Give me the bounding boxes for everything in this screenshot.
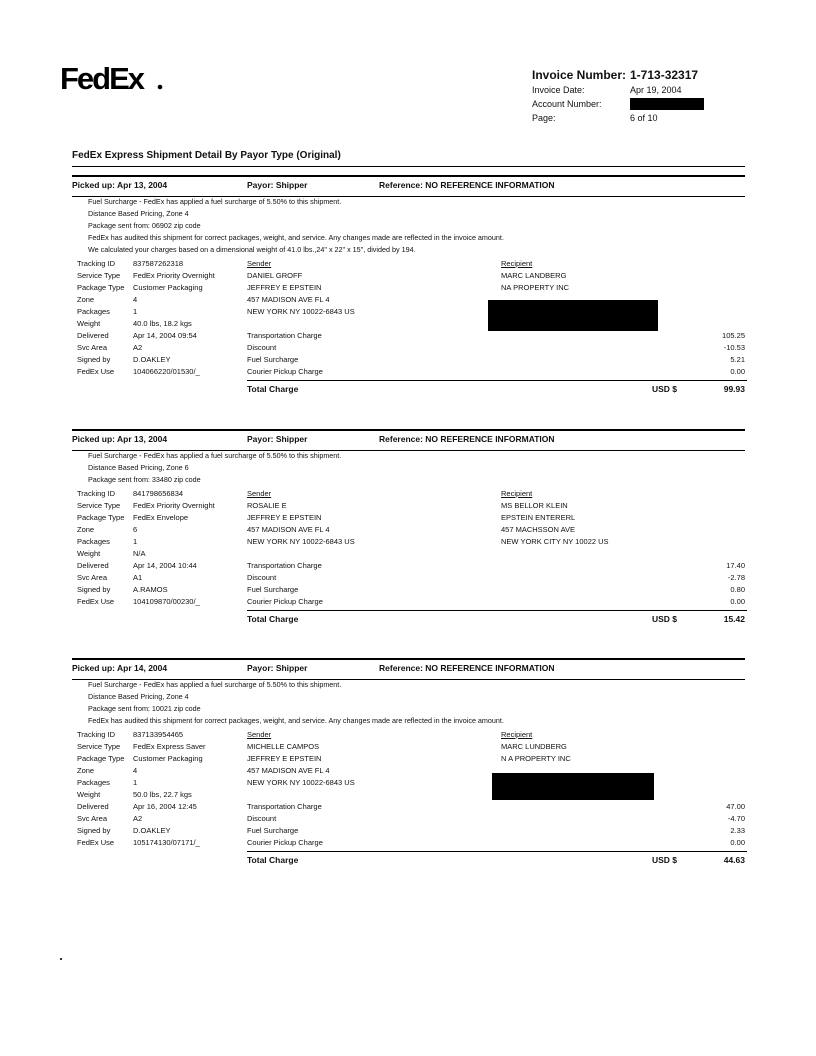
detail-value: 841798656834 <box>133 489 184 498</box>
sender-line: ROSALIE E <box>247 501 287 510</box>
detail-row-svc-area <box>77 572 247 584</box>
detail-label: Tracking ID <box>77 730 116 739</box>
shipment-header <box>72 434 747 448</box>
section-divider <box>72 429 745 431</box>
detail-row-zone <box>77 294 247 306</box>
charge-label: Courier Pickup Charge <box>247 838 323 847</box>
invoice-number-label: Invoice Number: <box>532 68 627 82</box>
shipment-note: Package sent from: 10021 zip code <box>88 704 201 713</box>
reference: Reference: NO REFERENCE INFORMATION <box>379 434 555 444</box>
shipment-note: Distance Based Pricing, Zone 4 <box>88 692 189 701</box>
total-row <box>247 614 747 628</box>
charge-row-transport <box>247 560 747 572</box>
document-title: FedEx Express Shipment Detail By Payor Type (Original) <box>72 150 341 161</box>
invoice-number: 1-713-32317 <box>630 68 699 82</box>
detail-row-tracking <box>77 258 247 270</box>
detail-row-svc-area <box>77 342 247 354</box>
charge-label: Fuel Surcharge <box>247 355 299 364</box>
detail-label: Package Type <box>77 754 125 763</box>
charge-row-courier <box>247 366 747 378</box>
recipient-line: 457 MACHSSON AVE <box>501 525 576 534</box>
detail-label: Weight <box>77 790 101 799</box>
reference: Reference: NO REFERENCE INFORMATION <box>379 663 555 673</box>
detail-label: Packages <box>77 307 110 316</box>
detail-label: Signed by <box>77 826 111 835</box>
detail-row-delivered <box>77 560 247 572</box>
detail-row-packages <box>77 306 247 318</box>
detail-value: FedEx Express Saver <box>133 742 206 751</box>
recipient-header: Recipient <box>501 489 533 498</box>
shipment-note: FedEx has audited this shipment for correct packages, weight, and service. Any changes made are reflected in the invoice amount. <box>88 716 504 725</box>
charge-row-discount <box>247 572 747 584</box>
sender-line: JEFFREY E EPSTEIN <box>247 754 322 763</box>
charge-amount: -10.53 <box>723 343 745 352</box>
detail-label: Delivered <box>77 802 109 811</box>
shipment-note: Fuel Surcharge - FedEx has applied a fuel surcharge of 5.50% to this shipment. <box>88 680 342 689</box>
reference: Reference: NO REFERENCE INFORMATION <box>379 180 555 190</box>
shipment-details <box>77 488 247 608</box>
detail-row-zone <box>77 524 247 536</box>
section-divider <box>72 658 745 660</box>
currency-label: USD $ <box>652 384 678 394</box>
detail-value: 1 <box>133 307 138 316</box>
recipient-line: N A PROPERTY INC <box>501 754 571 763</box>
svg-text:FedEx: FedEx <box>60 62 144 94</box>
recipient-header: Recipient <box>501 259 533 268</box>
recipient-line: NEW YORK CITY NY 10022 US <box>501 537 609 546</box>
total-label: Total Charge <box>247 614 299 624</box>
detail-row-fedex-use <box>77 837 247 849</box>
detail-row-weight <box>77 548 247 560</box>
detail-row-package <box>77 512 247 524</box>
recipient-redaction <box>488 300 658 331</box>
charge-amount: -2.78 <box>727 573 745 582</box>
detail-label: Svc Area <box>77 814 108 823</box>
detail-label: Svc Area <box>77 343 108 352</box>
detail-value: D.OAKLEY <box>133 826 171 835</box>
detail-row-signed <box>77 825 247 837</box>
detail-value: 104109870/00230/_ <box>133 597 200 606</box>
picked-up-date: Picked up: Apr 13, 2004 <box>72 434 168 444</box>
detail-value: Apr 14, 2004 09:54 <box>133 331 197 340</box>
shipment-notes <box>88 679 747 727</box>
detail-value: Customer Packaging <box>133 754 203 763</box>
sender-line: DANIEL GROFF <box>247 271 303 280</box>
sender-line: NEW YORK NY 10022-6843 US <box>247 537 355 546</box>
sender-line: MICHELLE CAMPOS <box>247 742 320 751</box>
charge-row-transport <box>247 801 747 813</box>
currency-label: USD $ <box>652 855 678 865</box>
recipient-header: Recipient <box>501 730 533 739</box>
shipment-section <box>72 434 747 624</box>
detail-label: Zone <box>77 766 95 775</box>
total-row <box>247 855 747 869</box>
detail-label: Weight <box>77 549 101 558</box>
detail-row-delivered <box>77 801 247 813</box>
shipment-header <box>72 663 747 677</box>
detail-row-delivered <box>77 330 247 342</box>
invoice-date: Apr 19, 2004 <box>630 85 682 95</box>
detail-label: Signed by <box>77 355 111 364</box>
detail-value: 105174130/07171/_ <box>133 838 200 847</box>
detail-value: Apr 16, 2004 12:45 <box>133 802 197 811</box>
shipment-header <box>72 180 747 194</box>
charge-label: Discount <box>247 573 277 582</box>
shipment-section <box>72 180 747 394</box>
charge-label: Transportation Charge <box>247 331 322 340</box>
detail-row-tracking <box>77 488 247 500</box>
detail-row-zone <box>77 765 247 777</box>
charge-row-transport <box>247 330 747 342</box>
sender-line: 457 MADISON AVE FL 4 <box>247 766 330 775</box>
charge-row-courier <box>247 596 747 608</box>
section-divider <box>72 175 745 177</box>
detail-label: Package Type <box>77 283 125 292</box>
detail-label: FedEx Use <box>77 838 115 847</box>
detail-row-package <box>77 753 247 765</box>
charge-amount: 105.25 <box>722 331 745 340</box>
shipment-note: FedEx has audited this shipment for correct packages, weight, and service. Any changes made are reflected in the invoice amount. <box>88 233 504 242</box>
detail-label: Svc Area <box>77 573 108 582</box>
payor: Payor: Shipper <box>247 434 308 444</box>
detail-value: 4 <box>133 295 138 304</box>
charge-label: Courier Pickup Charge <box>247 597 323 606</box>
total-divider <box>247 851 747 852</box>
shipment-note: Distance Based Pricing, Zone 4 <box>88 209 189 218</box>
detail-value: A2 <box>133 343 143 352</box>
total-amount: 44.63 <box>723 855 745 865</box>
charge-label: Courier Pickup Charge <box>247 367 323 376</box>
sender-line: 457 MADISON AVE FL 4 <box>247 525 330 534</box>
detail-label: Service Type <box>77 501 121 510</box>
page-number: 6 of 10 <box>630 113 658 123</box>
detail-value: 1 <box>133 778 138 787</box>
sender-header: Sender <box>247 730 272 739</box>
detail-row-tracking <box>77 729 247 741</box>
detail-value: 50.0 lbs, 22.7 kgs <box>133 790 192 799</box>
charge-row-discount <box>247 342 747 354</box>
detail-row-weight <box>77 318 247 330</box>
shipment-note: Package sent from: 06902 zip code <box>88 221 201 230</box>
detail-value: 837133954465 <box>133 730 184 739</box>
picked-up-date: Picked up: Apr 14, 2004 <box>72 663 168 673</box>
detail-value: FedEx Priority Overnight <box>133 501 215 510</box>
detail-value: 6 <box>133 525 138 534</box>
account-number-label: Account Number: <box>532 99 602 109</box>
total-divider <box>247 380 747 381</box>
shipment-note: Fuel Surcharge - FedEx has applied a fuel surcharge of 5.50% to this shipment. <box>88 197 342 206</box>
detail-value: 4 <box>133 766 138 775</box>
charge-amount: 0.80 <box>730 585 745 594</box>
shipment-note: Package sent from: 33480 zip code <box>88 475 201 484</box>
divider <box>72 166 745 167</box>
recipient-line: MARC LANDBERG <box>501 271 567 280</box>
detail-label: Service Type <box>77 271 121 280</box>
charge-row-fuel <box>247 354 747 366</box>
detail-row-fedex-use <box>77 596 247 608</box>
charge-row-discount <box>247 813 747 825</box>
detail-label: FedEx Use <box>77 597 115 606</box>
sender-line: NEW YORK NY 10022-6843 US <box>247 778 355 787</box>
detail-value: 1 <box>133 537 138 546</box>
payor: Payor: Shipper <box>247 663 308 673</box>
detail-value: D.OAKLEY <box>133 355 171 364</box>
charge-row-fuel <box>247 584 747 596</box>
detail-value: N/A <box>133 549 146 558</box>
charge-label: Transportation Charge <box>247 802 322 811</box>
detail-label: Tracking ID <box>77 489 116 498</box>
detail-value: 837587262318 <box>133 259 184 268</box>
recipient-line: NA PROPERTY INC <box>501 283 570 292</box>
shipment-section <box>72 663 747 865</box>
detail-value: Customer Packaging <box>133 283 203 292</box>
sender-header: Sender <box>247 259 272 268</box>
charge-amount: 17.40 <box>726 561 745 570</box>
charges-block <box>247 560 747 608</box>
charge-label: Discount <box>247 814 277 823</box>
shipment-details <box>77 729 247 849</box>
charge-label: Fuel Surcharge <box>247 826 299 835</box>
sender-header: Sender <box>247 489 272 498</box>
detail-row-service <box>77 741 247 753</box>
detail-value: FedEx Envelope <box>133 513 189 522</box>
detail-label: Weight <box>77 319 101 328</box>
recipient-redaction <box>492 773 654 800</box>
detail-value: 104066220/01530/_ <box>133 367 200 376</box>
detail-row-fedex-use <box>77 366 247 378</box>
sender-line: JEFFREY E EPSTEIN <box>247 513 322 522</box>
recipient-line: EPSTEIN ENTERERL <box>501 513 576 522</box>
detail-value: A.RAMOS <box>133 585 168 594</box>
total-amount: 15.42 <box>723 614 745 624</box>
total-amount: 99.93 <box>723 384 745 394</box>
detail-row-service <box>77 270 247 282</box>
detail-value: Apr 14, 2004 10:44 <box>133 561 197 570</box>
detail-row-signed <box>77 354 247 366</box>
detail-value: FedEx Priority Overnight <box>133 271 215 280</box>
detail-label: Zone <box>77 525 95 534</box>
charge-row-courier <box>247 837 747 849</box>
shipment-note: Fuel Surcharge - FedEx has applied a fuel surcharge of 5.50% to this shipment. <box>88 451 342 460</box>
currency-label: USD $ <box>652 614 678 624</box>
detail-value: A1 <box>133 573 143 582</box>
shipment-details <box>77 258 247 378</box>
recipient-line: MARC LUNDBERG <box>501 742 567 751</box>
charge-amount: 5.21 <box>730 355 745 364</box>
detail-label: Packages <box>77 537 110 546</box>
sender-block <box>247 729 487 789</box>
sender-line: NEW YORK NY 10022-6843 US <box>247 307 355 316</box>
total-row <box>247 384 747 398</box>
shipment-notes <box>88 196 747 256</box>
charge-row-fuel <box>247 825 747 837</box>
sender-block <box>247 258 487 318</box>
detail-label: Zone <box>77 295 95 304</box>
charge-amount: 0.00 <box>730 597 745 606</box>
detail-row-signed <box>77 584 247 596</box>
invoice-date-label: Invoice Date: <box>532 85 585 95</box>
detail-label: Service Type <box>77 742 121 751</box>
detail-label: Signed by <box>77 585 111 594</box>
recipient-line: MS BELLOR KLEIN <box>501 501 568 510</box>
detail-row-packages <box>77 536 247 548</box>
payor: Payor: Shipper <box>247 180 308 190</box>
detail-label: Package Type <box>77 513 125 522</box>
sender-block <box>247 488 487 548</box>
sender-line: 457 MADISON AVE FL 4 <box>247 295 330 304</box>
account-number-redaction <box>630 98 704 110</box>
detail-label: Delivered <box>77 331 109 340</box>
charge-label: Transportation Charge <box>247 561 322 570</box>
detail-value: 40.0 lbs, 18.2 kgs <box>133 319 192 328</box>
charges-block <box>247 330 747 378</box>
sender-line: JEFFREY E EPSTEIN <box>247 283 322 292</box>
charge-amount: 0.00 <box>730 367 745 376</box>
shipment-note: Distance Based Pricing, Zone 6 <box>88 463 189 472</box>
charge-label: Discount <box>247 343 277 352</box>
total-divider <box>247 610 747 611</box>
charge-amount: 2.33 <box>730 826 745 835</box>
shipment-notes <box>88 450 747 486</box>
detail-row-service <box>77 500 247 512</box>
charge-amount: 0.00 <box>730 838 745 847</box>
detail-row-packages <box>77 777 247 789</box>
charge-amount: 47.00 <box>726 802 745 811</box>
picked-up-date: Picked up: Apr 13, 2004 <box>72 180 168 190</box>
detail-label: Packages <box>77 778 110 787</box>
fedex-logo <box>60 62 164 94</box>
page-mark <box>60 958 62 960</box>
charges-block <box>247 801 747 849</box>
recipient-block <box>501 729 741 765</box>
detail-label: FedEx Use <box>77 367 115 376</box>
detail-label: Delivered <box>77 561 109 570</box>
detail-row-package <box>77 282 247 294</box>
recipient-block <box>501 488 741 548</box>
detail-row-svc-area <box>77 813 247 825</box>
page-label: Page: <box>532 113 556 123</box>
total-label: Total Charge <box>247 384 299 394</box>
charge-label: Fuel Surcharge <box>247 585 299 594</box>
shipment-note: We calculated your charges based on a dimensional weight of 41.0 lbs.,24" x 22" x 15", divided by 194. <box>88 245 416 254</box>
invoice-info <box>532 67 722 125</box>
charge-amount: -4.70 <box>727 814 745 823</box>
detail-row-weight <box>77 789 247 801</box>
detail-label: Tracking ID <box>77 259 116 268</box>
recipient-block <box>501 258 741 294</box>
detail-value: A2 <box>133 814 143 823</box>
total-label: Total Charge <box>247 855 299 865</box>
